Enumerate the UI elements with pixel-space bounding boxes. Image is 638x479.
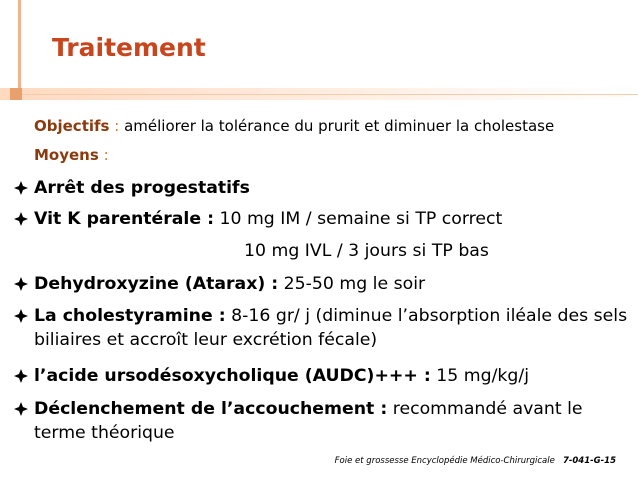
diamond-bullet-icon bbox=[14, 212, 28, 226]
objectifs-colon: : bbox=[114, 117, 120, 135]
list-item-continuation bbox=[244, 239, 489, 263]
footer-source: Foie et grossesse Encyclopédie Médico-Chirurgicale bbox=[334, 456, 555, 466]
decorative-divider bbox=[22, 94, 638, 95]
list-item-text bbox=[34, 176, 630, 200]
list-item-plain: 15 mg/kg/j bbox=[430, 366, 530, 386]
footer-citation bbox=[335, 456, 616, 466]
moyens-label: Moyens bbox=[34, 146, 99, 164]
list-item-plain: recommandé avant le terme théorique bbox=[34, 399, 583, 443]
footer-reference: 7-041-G-15 bbox=[562, 456, 616, 466]
moyens-line bbox=[34, 146, 109, 164]
decorative-vertical-line bbox=[18, 0, 21, 92]
list-item-text bbox=[34, 364, 630, 388]
diamond-bullet-icon bbox=[14, 181, 28, 195]
list-item-plain: 25-50 mg le soir bbox=[278, 274, 426, 294]
list-item-bold: Vit K parentérale : bbox=[34, 209, 214, 229]
list-item-plain: 10 mg IM / semaine si TP correct bbox=[214, 209, 503, 229]
objectifs-text: améliorer la tolérance du prurit et diminuer la cholestase bbox=[124, 117, 555, 135]
list-item-text bbox=[34, 304, 630, 352]
decorative-square bbox=[10, 88, 22, 100]
list-item-plain: 8-16 gr/ j (diminue l’absorption iléale des sels biliaires et accroît leur excrétion fécale) bbox=[34, 306, 628, 350]
list-item-text bbox=[34, 397, 630, 445]
list-item-bold: Dehydroxyzine (Atarax) : bbox=[34, 274, 279, 294]
list-item-text bbox=[34, 272, 630, 296]
list-item-bold: l’acide ursodésoxycholique (AUDC)+++ : bbox=[34, 366, 431, 386]
list-item-plain: 10 mg IVL / 3 jours si TP bas bbox=[244, 241, 489, 261]
list-item-bold: La cholestyramine : bbox=[34, 306, 226, 326]
list-item-bold: Arrêt des progestatifs bbox=[34, 178, 250, 198]
list-item-bold: Déclenchement de l’accouchement : bbox=[34, 399, 388, 419]
diamond-bullet-icon bbox=[14, 402, 28, 416]
objectifs-label: Objectifs bbox=[34, 117, 110, 135]
diamond-bullet-icon bbox=[14, 309, 28, 323]
objectifs-line bbox=[34, 117, 554, 135]
slide-title: Traitement bbox=[52, 33, 206, 62]
list-item-text bbox=[34, 207, 630, 231]
moyens-colon: : bbox=[103, 146, 109, 164]
diamond-bullet-icon bbox=[14, 369, 28, 383]
decorative-header-bar bbox=[0, 88, 638, 100]
diamond-bullet-icon bbox=[14, 277, 28, 291]
